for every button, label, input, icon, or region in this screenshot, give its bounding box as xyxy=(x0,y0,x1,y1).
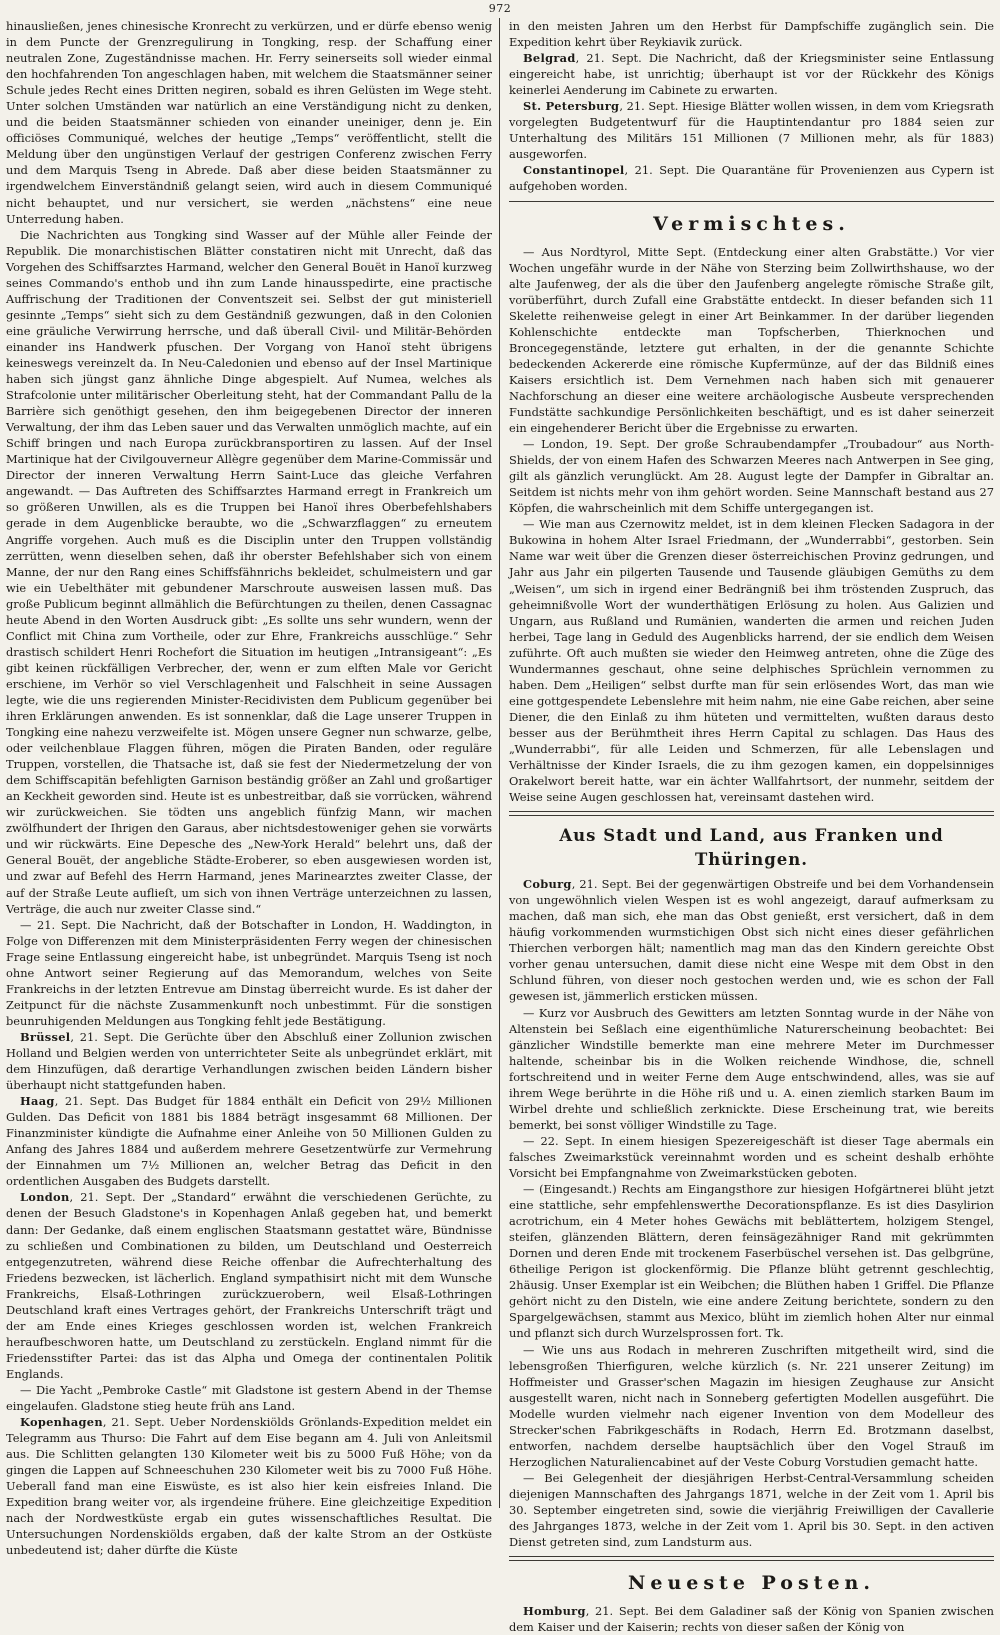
section-divider xyxy=(509,201,994,202)
article-paragraph: — Aus Nordtyrol, Mitte Sept. (Entdeckung einer alten Grabstätte.) Vor vier Wochen ungefähr wurde in der Nähe von Sterzing beim Zollwirthshause, wo der alte Jaufenweg, der als die über den Jaufenberg angelegte römische Straße gilt, vorüberführt, durch Zufall eine Grabstätte entdeckt. In dieser befanden sich 11 Skelette reihenweise gelegt in einer Art Beinkammer. In der darüber liegenden Kohlenschichte entdeckte man Topfscherben, Thierknochen und Broncegegenstände, letztere gut erhalten, in der die genannte Schichte bedeckenden Ackererde eine römische Kupfermünze, auf der das Bildniß eines Kaisers ersichtlich ist. Dem Vernehmen nach haben sich mit genauerer Nachforschung an dieser eine weitere archäologische Ausbeute versprechenden Fundstätte sachkundige Persönlichkeiten beschäftigt, und es ist daher seinerzeit ein eingehenderer Bericht über die Ergebnisse zu erwarten. xyxy=(509,244,994,436)
dispatch xyxy=(509,876,994,1004)
article-paragraph: — Kurz vor Ausbruch des Gewitters am letzten Sonntag wurde in der Nähe von Altenstein bei Seßlach eine eigenthümliche Naturerscheinung beobachtet: Bei gänzlicher Windstille bemerkte man eine mehrere Meter im Durchmesser haltende, scheinbar bis in die Wolken reichende Windhose, die, schnell fortschreitend und in weiter Ferne dem Auge entschwindend, alles, was sie auf ihrem Wege berührte in die Höhe riß und u. A. einen ziemlich starken Baum im Wirbel drehte und schließlich zerknickte. Diese Erscheinung trat, wie bereits bemerkt, bei sonst völliger Windstille zu Tage. xyxy=(509,1005,994,1132)
dispatch-text: , 21. Sept. Das Budget für 1884 enthält ein Deficit von 29½ Millionen Gulden. Das Deficit von 1881 bis 1884 beträgt insgesammt 68 Millionen. Der Finanzminister kündigte die Aufnahme einer Anleihe von 50 Millionen Gulden zu Anfang des Jahres 1884 und außerdem mehrere Gesetzentwürfe zur Vermehrung der Einnahmen um 7½ Millionen an, welcher Betrag das Deficit in den ordentlichen Ausgaben des Budgets darstellt. xyxy=(6,1094,492,1189)
right-column xyxy=(509,18,994,1635)
dispatch xyxy=(6,1029,492,1093)
dispatch-text: , 21. Sept. Der „Standard“ erwähnt die verschiedenen Gerüchte, zu denen der Besuch Gladstone's in Kopenhagen Anlaß gegeben hat, und bemerkt dann: Der Gedanke, daß einem englischen Staatsmann gestattet wäre, Bündnisse zu schließen und Combinationen zu bilden, um Deutschland und Oesterreich entgegenzutreten, während diese Reiche offenbar die Aufrechterhaltung des Friedens bezwecken, ist lächerlich. England sympathisirt nicht mit dem Wunsche Frankreichs, Elsaß-Lothringen zurückzuerobern, weil Elsaß-Lothringen Deutschland kraft eines Vertrages gehört, der Frankreichs Unterschrift trägt und der am Ende eines Krieges geschlossen worden ist, welchen Frankreich heraufbeschworen hatte, um Deutschland zu zerstückeln. England nimmt für die Friedensstifter Partei: das ist das Alpha und Omega der continentalen Politik Englands. xyxy=(6,1190,492,1381)
dispatch-text: , 21. Sept. Die Quarantäne für Provenienzen aus Cypern ist aufgehoben worden. xyxy=(509,163,994,194)
section-heading-vermischtes: Vermischtes. xyxy=(653,212,850,235)
dispatch-text: , 21. Sept. Bei der gegenwärtigen Obstreife und bei dem Vorhandensein von ungewöhnlich vielen Wespen ist es wohl angezeigt, darauf aufmerksam zu machen, daß man sich, ehe man das Obst genießt, erst versichert, daß in dem häufig vorkommenden wurmstichigen Obst sich nicht eines dieser gefährlichen Thierchen verborgen hält; namentlich mag man das den Kindern gereichte Obst vorher genau untersuchen, damit diese nicht eine Wespe mit dem Obst in den Schlund führen, von dieser noch gestochen werden und, wie es schon der Fall gewesen ist, jämmerlich ersticken müssen. xyxy=(509,877,994,1004)
dispatch xyxy=(509,98,994,162)
dispatch xyxy=(509,162,994,194)
dispatch xyxy=(6,1414,492,1558)
left-column xyxy=(6,18,492,1558)
article-paragraph: — Wie man aus Czernowitz meldet, ist in dem kleinen Flecken Sadagora in der Bukowina in hohem Alter Israel Friedmann, der „Wunderrabbi“, gestorben. Sein Name war weit über die Grenzen dieser österreichischen Provinz gedrungen, und Jahr aus Jahr ein pilgerten Tausende und Tausende gläubigen Gemüths zu dem „Weisen“, um sich in irgend einer Bedrängniß bei ihm tröstenden Zuspruch, das geheimnißvolle Wort der wunderthätigen Erlösung zu holen. Aus Galizien und Ungarn, aus Rußland und Rumänien, wanderten die armen und reichen Juden herbei, Tage lang in Geduld des Augenblicks harrend, der sie endlich dem Weisen zuführte. Oft auch mußten sie wieder den Heimweg antreten, ohne die Züge des Wundermannes geschaut, ohne seine delphisches Sprüchlein vernommen zu haben. Dem „Heiligen“ selbst durfte man für sein erlösendes Wort, das man wie eine gottgespendete Lebenslehre mit heim nahm, nie eine Gabe reichen, aber seine Diener, die den Einlaß zu ihm hüteten und vermittelten, wußten daraus desto besser aus der Berühmtheit ihres Herrn Capital zu schlagen. Das Haus des „Wunderrabbi“, für alle Leiden und Schmerzen, für alle Lebenslagen und Verhältnisse der Kinder Israels, die zu ihm gezogen kamen, ein doppelsinniges Orakelwort bereit hatte, war ein ächter Wallfahrtsort, der nunmehr, seitdem der Weise seine Augen geschlossen hat, vereinsamt dastehen wird. xyxy=(509,517,994,805)
article-paragraph: in den meisten Jahren um den Herbst für Dampfschiffe zugänglich sein. Die Expedition kehrt über Reykiavik zurück. xyxy=(509,19,994,50)
dispatch-text: , 21. Sept. Die Nachricht, daß der Kriegsminister seine Entlassung eingereicht habe, ist unrichtig; überhaupt ist vor der Rückkehr des Königs keinerlei Aenderung im Cabinete zu erwarten. xyxy=(509,51,994,98)
article-paragraph: — Wie uns aus Rodach in mehreren Zuschriften mitgetheilt wird, sind die lebensgroßen Thierfiguren, welche kürzlich (s. Nr. 221 unserer Zeitung) im Hoffmeister und Grasser'schen Magazin im hiesigen Zeughause zur Ansicht ausgestellt waren, nicht nach in Sonneberg gefertigten Modellen ausgeführt. Die Modelle wurden vielmehr nach eigener Invention von dem Modelleur des Strecker'schen Fabrikgeschäfts in Rodach, Herrn Ed. Brotzmann daselbst, entworfen, nachdem derselbe hauptsächlich über den Vogel Strauß im Herzoglichen Naturaliencabinet auf der Veste Coburg Vorstudien gemacht hatte. xyxy=(509,1342,994,1469)
dateline-place: Belgrad xyxy=(523,51,576,66)
dateline-place: Coburg xyxy=(523,877,572,892)
column-divider xyxy=(499,18,500,1508)
dateline-place: Homburg xyxy=(523,1604,586,1619)
section-heading-stadt-und-land: Aus Stadt und Land, aus Franken und Thüringen. xyxy=(559,826,944,870)
dateline-place: Brüssel xyxy=(20,1029,71,1044)
article-paragraph: hinausließen, jenes chinesische Kronrecht zu verkürzen, und er dürfe ebenso wenig in dem Puncte der Grenzregulirung in Tongking, resp. der Schaffung einer neutralen Zone, Zugeständnisse machen. Hr. Ferry seinerseits soll wieder einmal den hochfahrenden Ton angeschlagen haben, mit welchem die Staatsmänner seiner Schule jedes Recht eines Dritten negiren, sobald es ihren Gelüsten im Wege steht. Unter solchen Umständen war natürlich an eine Verständigung nicht zu denken, und die beiden Staatsmänner schieden von einander uneiniger, denn je. Ein officiöses Communiqué, welches der heutige „Temps“ veröffentlicht, stellt die Meldung über den ungünstigen Verlauf der gestrigen Conferenz zwischen Ferry und dem Marquis Tseng in Abrede. Daß aber diese beiden Staatsmänner zu irgendwelchem Einverständniß gelangt seien, wird auch in diesem Communiqué nicht behauptet, und nur versichert, sie werden „nächstens“ eine neue Unterredung haben. xyxy=(6,19,492,226)
article-paragraph: — London, 19. Sept. Der große Schraubendampfer „Troubadour“ aus North-Shields, der von einem Hafen des Schwarzen Meeres nach Antwerpen in See ging, gilt als gänzlich verunglückt. Am 28. August legte der Dampfer in Gibraltar an. Seitdem ist nichts mehr von ihm gehört worden. Seine Mannschaft bestand aus 27 Köpfen, die wahrscheinlich mit dem Schiffe untergegangen ist. xyxy=(509,437,994,516)
dateline-place: London xyxy=(20,1190,70,1205)
article-paragraph: Die Nachrichten aus Tongking sind Wasser auf der Mühle aller Feinde der Republik. Die monarchistischen Blätter constatiren nicht mit Unrecht, daß das Vorgehen des Schiffsarztes Harmand, welcher den General Bouët in Hanoï kurzweg seines Commando's enthob und ihn zum Lande hinausspedirte, eine practische Auffrischung der Traditionen der Conventszeit sei. Selbst der gut ministeriell gesinnte „Temps“ sieht sich zu dem Geständniß gezwungen, daß in den Colonien eine gräuliche Verwirrung herrsche, und daß überall Civil- und Militär-Behörden einander ins Handwerk pfuschen. Der Vorgang von Hanoï steht übrigens keineswegs vereinzelt da. In Neu-Caledonien und ebenso auf der Insel Martinique haben sich jüngst ganz ähnliche Dinge abgespielt. Auf Numea, welches als Strafcolonie unter militärischer Oberleitung steht, hat der Commandant Pallu de la Barrière sich genöthigt gesehen, den ihm beigegebenen Director der inneren Verwaltung, der ihm das Leben sauer und das Verwalten unmöglich machte, auf ein Schiff bringen und nach Europa zurückbransportiren zu lassen. Auf der Insel Martinique hat der Civilgouverneur Allègre gegenüber dem Marine-Commissär und Director der inneren Verwaltung Herrn Saint-Luce das gleiche Verfahren angewandt. — Das Auftreten des Schiffsarztes Harmand erregt in Frankreich um so größeren Unwillen, als es die Truppen bei Hanoï ihres Oberbefehlshabers gerade in dem Augenblicke beraubte, wo die „Schwarzflaggen“ zu erneutem Angriffe vorgehen. Auch muß es die Disciplin unter den Truppen vollständig zerrütten, wenn dieselben sehen, daß ihr oberster Befehlshaber sich von einem Manne, der nur den Rang eines Schiffsfähnrichs bekleidet, schulmeistern und gar wie ein Uebelthäter mit gebundener Marschroute ausweisen lassen muß. Das große Publicum beginnt allmählich die Befürchtungen zu theilen, denen Cassagnac heute Abend in den Worten Ausdruck gibt: „Es sollte uns sehr wundern, wenn der Conflict mit China zum Vortheile, oder zur Ehre, Frankreichs ausschlüge.“ Sehr drastisch schildert Henri Rochefort die Situation im heutigen „Intransigeant“: „Es gibt keinen rückfälligen Verbrecher, der, wenn er zum elften Male vor Gericht erschiene, im Verhör so viel Verschlagenheit und Falschheit in seine Aussagen legte, wie die uns regierenden Minister-Recidivisten dem Publicum gegenüber bei ihren Erklärungen anwenden. Es ist sonnenklar, daß die Lage unserer Truppen in Tongking eine nahezu verzweifelte ist. Mögen unsere Gegner nun schwarze, gelbe, oder veilchenblaue Flaggen führen, mögen die Piraten Banden, oder reguläre Truppen, vorstellen, die Thatsache ist, daß sie fest der Niedermetzelung der von dem Schiffscapitän befehligten Garnison beständig größer an Zahl und großartiger an Keckheit geworden sind. Heute ist es unbestreitbar, daß sie vorrücken, während wir zurückweichen. Sie tödten uns angeblich fünfzig Mann, wir machen zwölfhundert der Ihrigen den Garaus, aber nichtsdestoweniger gehen sie vorwärts und wir rückwärts. Eine Depesche des „New-York Herald“ belehrt uns, daß der General Bouët, der angebliche Städte-Eroberer, so eben ausgewiesen worden ist, und zwar auf Befehl des Herrn Harmand, jenes Marinearztes zweiter Classe, der auf der Straße Leute auflieſt, um sich von ihnen Verträge unterzeichnen zu lassen, Verträge, die auch nur zweiter Classe sind.“ xyxy=(6,227,492,916)
dispatch-text: , 21. Sept. Die Gerüchte über den Abschluß einer Zollunion zwischen Holland und Belgien werden von unterrichteter Seite als unbegründet erklärt, mit dem Hinzufügen, daß derartige Verhandlungen zwischen beiden Ländern bisher überhaupt nicht stattgefunden haben. xyxy=(6,1029,492,1093)
section-heading-neueste-posten: Neueste Posten. xyxy=(628,1572,875,1595)
article-paragraph: — (Eingesandt.) Rechts am Eingangsthore zur hiesigen Hofgärtnerei blüht jetzt eine stattliche, sehr empfehlenswerthe Decorationspflanze. Es ist dies Dasylirion acrotrichum, ein 4 Meter hohes Gewächs mit beblättertem, holzigem Stengel, steifen, glänzenden Blättern, deren feinsägezähniger Rand mit gekrümmten Dornen und deren Ende mit trockenem Faserbüschel versehen ist. Das gelbgrüne, 6theilige Perigon ist glockenförmig. Die Pflanze blüht getrennt geschlechtig, 2häusig. Unser Exemplar ist ein Weibchen; die Blüthen haben 1 Griffel. Die Pflanze gehört nicht zu den Disteln, wie eine andere Zeitung berichtete, sondern zu den Spargelgewächsen, stammt aus Mexico, blüht im ziemlich hohen Alter nur einmal und pflanzt sich durch Wurzelsprossen fort. Tk. xyxy=(509,1182,994,1341)
dispatch xyxy=(509,50,994,98)
article-paragraph: — 22. Sept. In einem hiesigen Spezereigeschäft ist dieser Tage abermals ein falsches Zweimarkstück vereinnahmt worden und es scheint deshalb erhöhte Vorsicht bei Empfangnahme von Zweimarkstücken geboten. xyxy=(509,1133,994,1180)
article-paragraph: — Die Yacht „Pembroke Castle“ mit Gladstone ist gestern Abend in der Themse eingelaufen. Gladstone stieg heute früh ans Land. xyxy=(6,1382,492,1414)
page-number: 972 xyxy=(488,2,512,15)
dispatch xyxy=(6,1093,492,1189)
dateline-place: Constantinopel xyxy=(523,163,625,178)
dispatch-text: , 21. Sept. Ueber Nordenskiölds Grönlands-Expedition meldet ein Telegramm aus Thurso: Die Fahrt auf dem Eise begann am 4. Juli von Anleitsmil aus. Die Schlitten gelangten 130 Kilometer weit bis zu 5000 Fuß Höhe; von da gingen die Lappen auf Schneeschuhen 230 Kilometer weit bis zu 7000 Fuß Höhe. Ueberall fand man eine Eiswüste, es ist also hier kein eisfreies Inland. Die Expedition brang weiter vor, als irgendeine frühere. Eine gleichzeitige Expedition nach der Nordwestküste ergab ein gutes wissenschaftliches Resultat. Die Untersuchungen Nordenskiölds ergaben, daß der kalte Strom an der Ostküste unbedeutend ist; daher dürfte die Küste xyxy=(6,1415,492,1558)
dispatch-text: , 21. Sept. Hiesige Blätter wollen wissen, in dem vom Kriegsrath vorgelegten Budgetentwurf für die Hauptintendantur pro 1884 seien zur Unterhaltung des Militärs 151 Millionen (7 Millionen mehr, als für 1883) ausgeworfen. xyxy=(509,99,994,162)
dateline-place: St. Petersburg xyxy=(523,99,620,114)
dispatch xyxy=(6,1189,492,1382)
dateline-place: Haag xyxy=(20,1094,55,1109)
dispatch-text: , 21. Sept. Bei dem Galadiner saß der König von Spanien zwischen dem Kaiser und der Kaiserin; rechts von dieser saßen der König von xyxy=(509,1604,994,1635)
section-divider xyxy=(509,1556,994,1561)
article-paragraph: — 21. Sept. Die Nachricht, daß der Botschafter in London, H. Waddington, in Folge von Differenzen mit dem Ministerpräsidenten Ferry wegen der chinesischen Frage seine Entlassung eingereicht habe, ist unbegründet. Marquis Tseng ist noch ohne Antwort seiner Regierung auf das Memorandum, welches von Seite Frankreichs in der letzten Entrevue am Dinstag überreicht wurde. Es ist daher der Zeitpunct für die nächste Zusammenkunft noch unbestimmt. Für die sonstigen beunruhigenden Meldungen aus Tongking fehlt jede Bestätigung. xyxy=(6,917,492,1028)
dateline-place: Kopenhagen xyxy=(20,1415,103,1430)
dispatch xyxy=(509,1603,994,1635)
section-divider xyxy=(509,811,994,816)
article-paragraph: — Bei Gelegenheit der diesjährigen Herbst-Central-Versammlung scheiden diejenigen Mannschaften des Jahrgangs 1871, welche in der Zeit vom 1. April bis 30. September eingetreten sind, sowie die vierjährig Freiwilligen der Cavallerie des Jahrganges 1873, welche in der Zeit vom 1. April bis 30. Sept. in den activen Dienst getreten sind, zum Landsturm aus. xyxy=(509,1470,994,1550)
